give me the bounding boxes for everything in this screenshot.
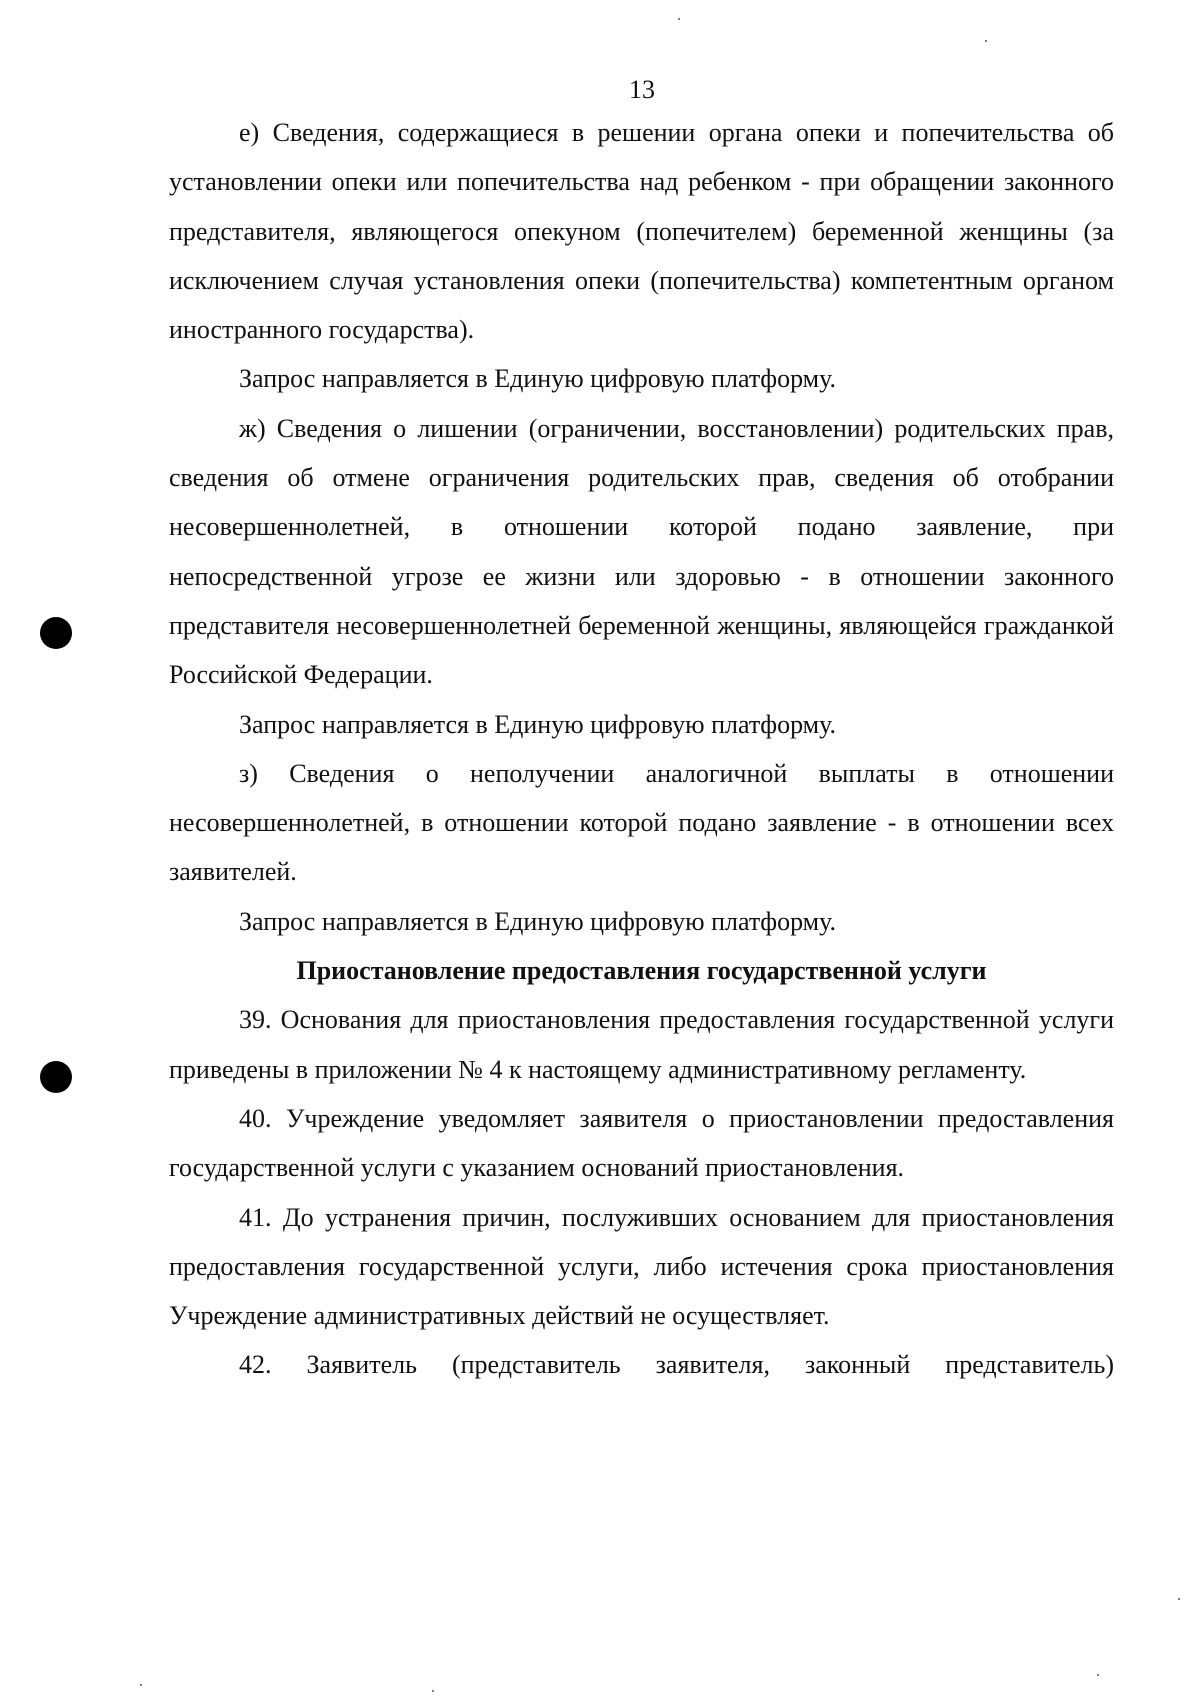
scan-speck — [678, 18, 680, 20]
section-heading: Приостановление предоставления государственной услуги — [296, 956, 987, 986]
request-note: Запрос направляется в Единую цифровую платформу. — [239, 906, 837, 936]
scan-speck — [432, 1690, 434, 1692]
scan-speck — [140, 1684, 142, 1686]
request-note: Запрос направляется в Единую цифровую платформу. — [239, 364, 837, 394]
scan-speck — [985, 40, 987, 42]
scan-speck — [1178, 1598, 1180, 1600]
request-note: Запрос направляется в Единую цифровую платформу. — [239, 709, 837, 739]
document-body — [169, 108, 1114, 1390]
clause-39: 39. Основания для приостановления предоставления государственной услуги приведены в приложении № 4 к настоящему административному регламенту. — [169, 1005, 1114, 1084]
page-number: 13 — [629, 75, 655, 104]
punch-hole-bottom — [40, 1061, 72, 1093]
paragraph-zh: ж) Сведения о лишении (ограничении, восстановлении) родительских прав, сведения об отмене ограничения родительских прав, сведения об отобрании несовершеннолетней, в отношении которой подано заявление, при непосредственной угрозе ее жизни или здоровью - в отношении законного представителя несовершеннолетней беременной женщины, являющейся гражданкой Российской Федерации. — [169, 413, 1114, 690]
paragraph-z: з) Сведения о неполучении аналогичной выплаты в отношении несовершеннолетней, в отношении которой подано заявление - в отношении всех заявителей. — [169, 758, 1114, 887]
clause-41: 41. До устранения причин, послуживших основанием для приостановления предоставления государственной услуги, либо истечения срока приостановления Учреждение административных действий не осуществляет. — [169, 1202, 1114, 1331]
paragraph-e: е) Сведения, содержащиеся в решении органа опеки и попечительства об установлении опеки или попечительства над ребенком - при обращении законного представителя, являющегося опекуном (попечителем) беременной женщины (за исключением случая установления опеки (попечительства) компетентным органом иностранного государства). — [169, 118, 1114, 345]
scan-speck — [1097, 1674, 1099, 1676]
punch-hole-top — [40, 617, 72, 649]
clause-42: 42. Заявитель (представитель заявителя, законный представитель) — [239, 1350, 1114, 1380]
clause-40: 40. Учреждение уведомляет заявителя о приостановлении предоставления государственной услуги с указанием оснований приостановления. — [169, 1103, 1114, 1183]
